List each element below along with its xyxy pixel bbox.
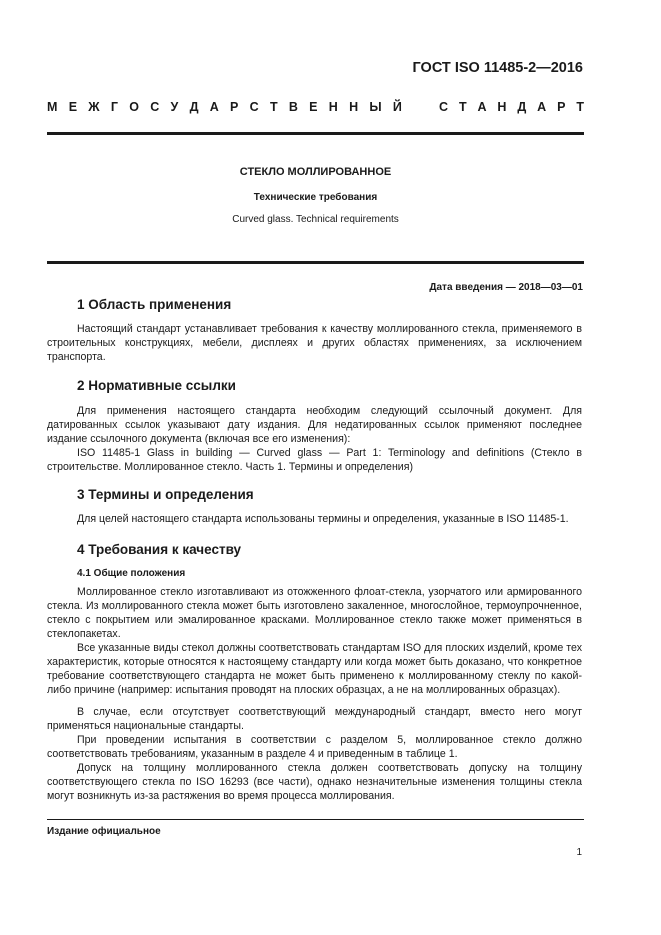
- section-scope-text: Настоящий стандарт устанавливает требования к качеству моллированного стекла, применяемого в строительных конструкциях, мебели, дисплеях и других областях применениях, за исключением транспорта.: [47, 323, 582, 364]
- document-title-english: Curved glass. Technical requirements: [232, 214, 399, 225]
- quality-paragraph-2: Все указанные виды стекол должны соответствовать стандартам ISO для плоских изделий, кроме тех характеристик, которые относятся к настоящему стандарту или когда может быть доказано, что конкретное требование соответствующего стандарта не может быть применено к моллированному стеклу по какой-либо причине (например: испытания проводят на плоских образцах, а не на моллированных образцах).: [47, 642, 582, 697]
- quality-paragraph-3: В случае, если отсутствует соответствующий международный стандарт, вместо него могут применяться национальные стандарты.: [47, 706, 582, 733]
- document-number: ГОСТ ISO 11485-2—2016: [412, 60, 583, 76]
- top-divider: [47, 132, 584, 135]
- terms-text: Для целей настоящего стандарта использованы термины и определения, указанные в ISO 11485-1.: [77, 513, 569, 525]
- official-edition-label: Издание официальное: [47, 826, 161, 837]
- quality-paragraph-5: Допуск на толщину моллированного стекла должен соответствовать допуску на толщину соответствующего стекла по ISO 16293 (все части), однако незначительные изменения толщины стекла могут возникнуть из-за растяжения во время процесса моллирования.: [47, 762, 582, 803]
- document-subtitle: Технические требования: [253, 192, 378, 203]
- page-number: 1: [576, 847, 582, 858]
- section-heading-references: 2 Нормативные ссылки: [77, 378, 236, 393]
- references-text: Для применения настоящего стандарта необходим следующий ссылочный документ. Для датированных ссылок указывают дату издания. Для недатированных ссылок применяют последнее издание ссылочного документа (включая все его изменения):: [47, 405, 582, 446]
- standard-word: С Т А Н Д А Р Т: [439, 100, 584, 114]
- references-item: ISO 11485-1 Glass in building — Curved glass — Part 1: Terminology and definitions (Стекло в строительстве. Моллированное стекло. Часть 1. Термины и определения): [47, 447, 582, 474]
- section-heading-quality: 4 Требования к качеству: [77, 542, 242, 557]
- document-title: СТЕКЛО МОЛЛИРОВАННОЕ: [239, 166, 392, 178]
- section-heading-scope: 1 Область применения: [77, 297, 232, 312]
- title-divider: [47, 261, 584, 264]
- introduction-date: Дата введения — 2018—03—01: [429, 282, 583, 293]
- interstate-word: М Е Ж Г О С У Д А Р С Т В Е Н Н Ы Й: [47, 100, 402, 114]
- footer-divider: [47, 819, 584, 820]
- interstate-standard-banner: [47, 100, 584, 114]
- quality-paragraph-4: При проведении испытания в соответствии с разделом 5, моллированное стекло должно соответствовать требованиям, указанным в разделе 4 и приведенным в таблице 1.: [47, 734, 582, 761]
- subsection-heading-general: 4.1 Общие положения: [77, 568, 186, 579]
- section-heading-terms: 3 Термины и определения: [77, 487, 254, 502]
- quality-paragraph-1: Моллированное стекло изготавливают из отожженного флоат-стекла, узорчатого или армированного стекла. Из моллированного стекла может быть изготовлено закаленное, многослойное, термоупрочненное, стекло с покрытием или эмалированное красками. Моллированное стекло также может применяться в стеклопакетах.: [47, 586, 582, 641]
